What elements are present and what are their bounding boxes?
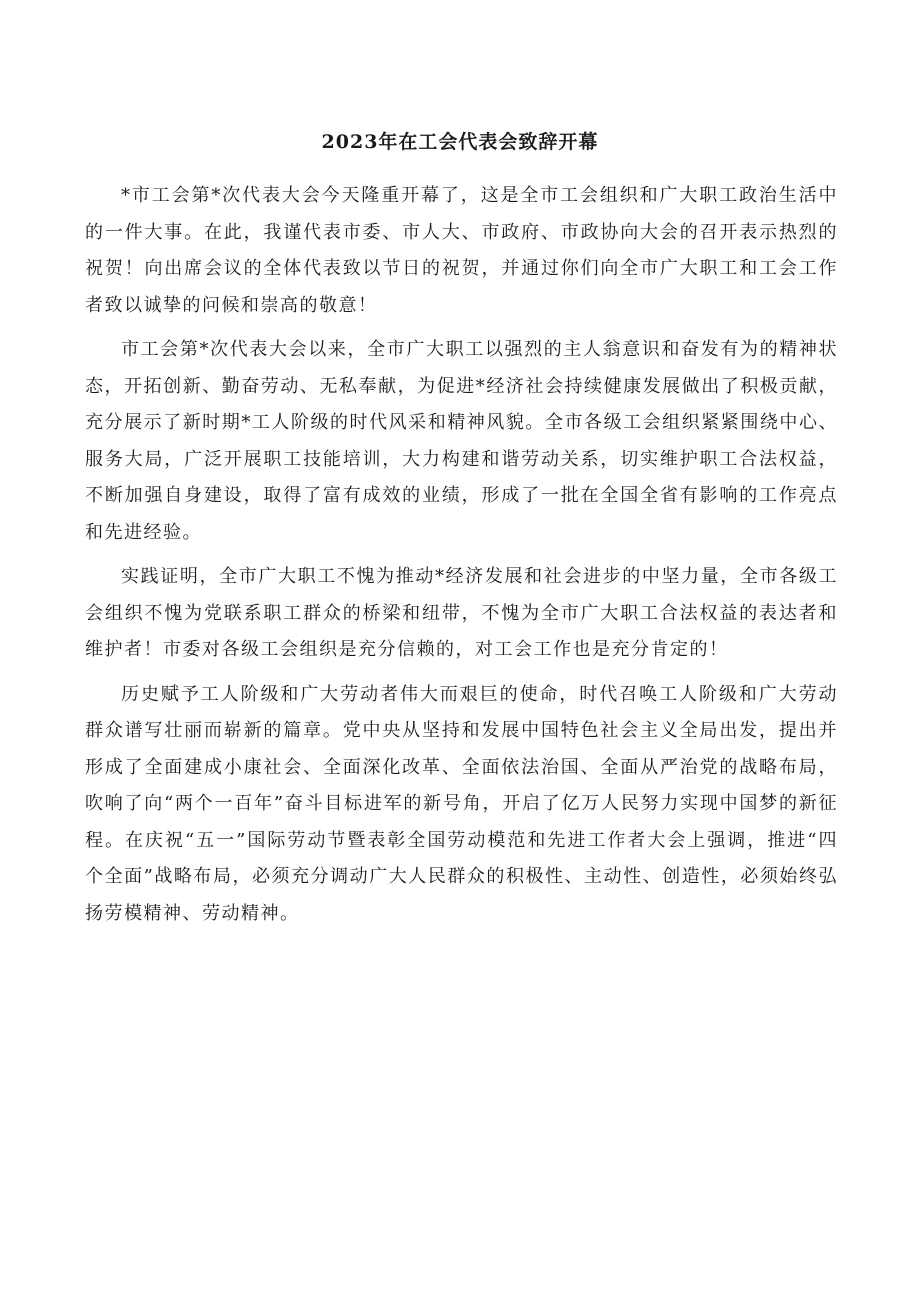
paragraph-2: 市工会第*次代表大会以来，全市广大职工以强烈的主人翁意识和奋发有为的精神状态，开拓创新、勤奋劳动、无私奉献，为促进*经济社会持续健康发展做出了积极贡献，充分展示了新时期*工人阶级的时代风采和精神风貌。全市各级工会组织紧紧围绕中心、服务大局，广泛开展职工技能培训，大力构建和谐劳动关系，切实维护职工合法权益，不断加强自身建设，取得了富有成效的业绩，形成了一批在全国全省有影响的工作亮点和先进经验。 bbox=[85, 339, 838, 543]
document-title: 2023年在工会代表会致辞开幕 bbox=[321, 131, 599, 153]
paragraph-3: 实践证明，全市广大职工不愧为推动*经济发展和社会进步的中坚力量，全市各级工会组织不愧为党联系职工群众的桥梁和纽带，不愧为全市广大职工合法权益的表达者和维护者！市委对各级工会组织是充分信赖的，对工会工作也是充分肯定的！ bbox=[85, 566, 838, 660]
paragraph-1: *市工会第*次代表大会今天隆重开幕了，这是全市工会组织和广大职工政治生活中的一件大事。在此，我谨代表市委、市人大、市政府、市政协向大会的召开表示热烈的祝贺！向出席会议的全体代表致以节日的祝贺，并通过你们向全市广大职工和工会工作者致以诚挚的问候和崇高的敬意！ bbox=[85, 185, 838, 316]
paragraph-4: 历史赋予工人阶级和广大劳动者伟大而艰巨的使命，时代召唤工人阶级和广大劳动群众谱写壮丽而崭新的篇章。党中央从坚持和发展中国特色社会主义全局出发，提出并形成了全面建成小康社会、全面深化改革、全面依法治国、全面从严治党的战略布局，吹响了向“两个一百年”奋斗目标进军的新号角，开启了亿万人民努力实现中国梦的新征程。在庆祝“五一”国际劳动节暨表彰全国劳动模范和先进工作者大会上强调，推进“四个全面”战略布局，必须充分调动广大人民群众的积极性、主动性、创造性，必须始终弘扬劳模精神、劳动精神。 bbox=[85, 683, 838, 924]
document-body bbox=[85, 178, 838, 940]
